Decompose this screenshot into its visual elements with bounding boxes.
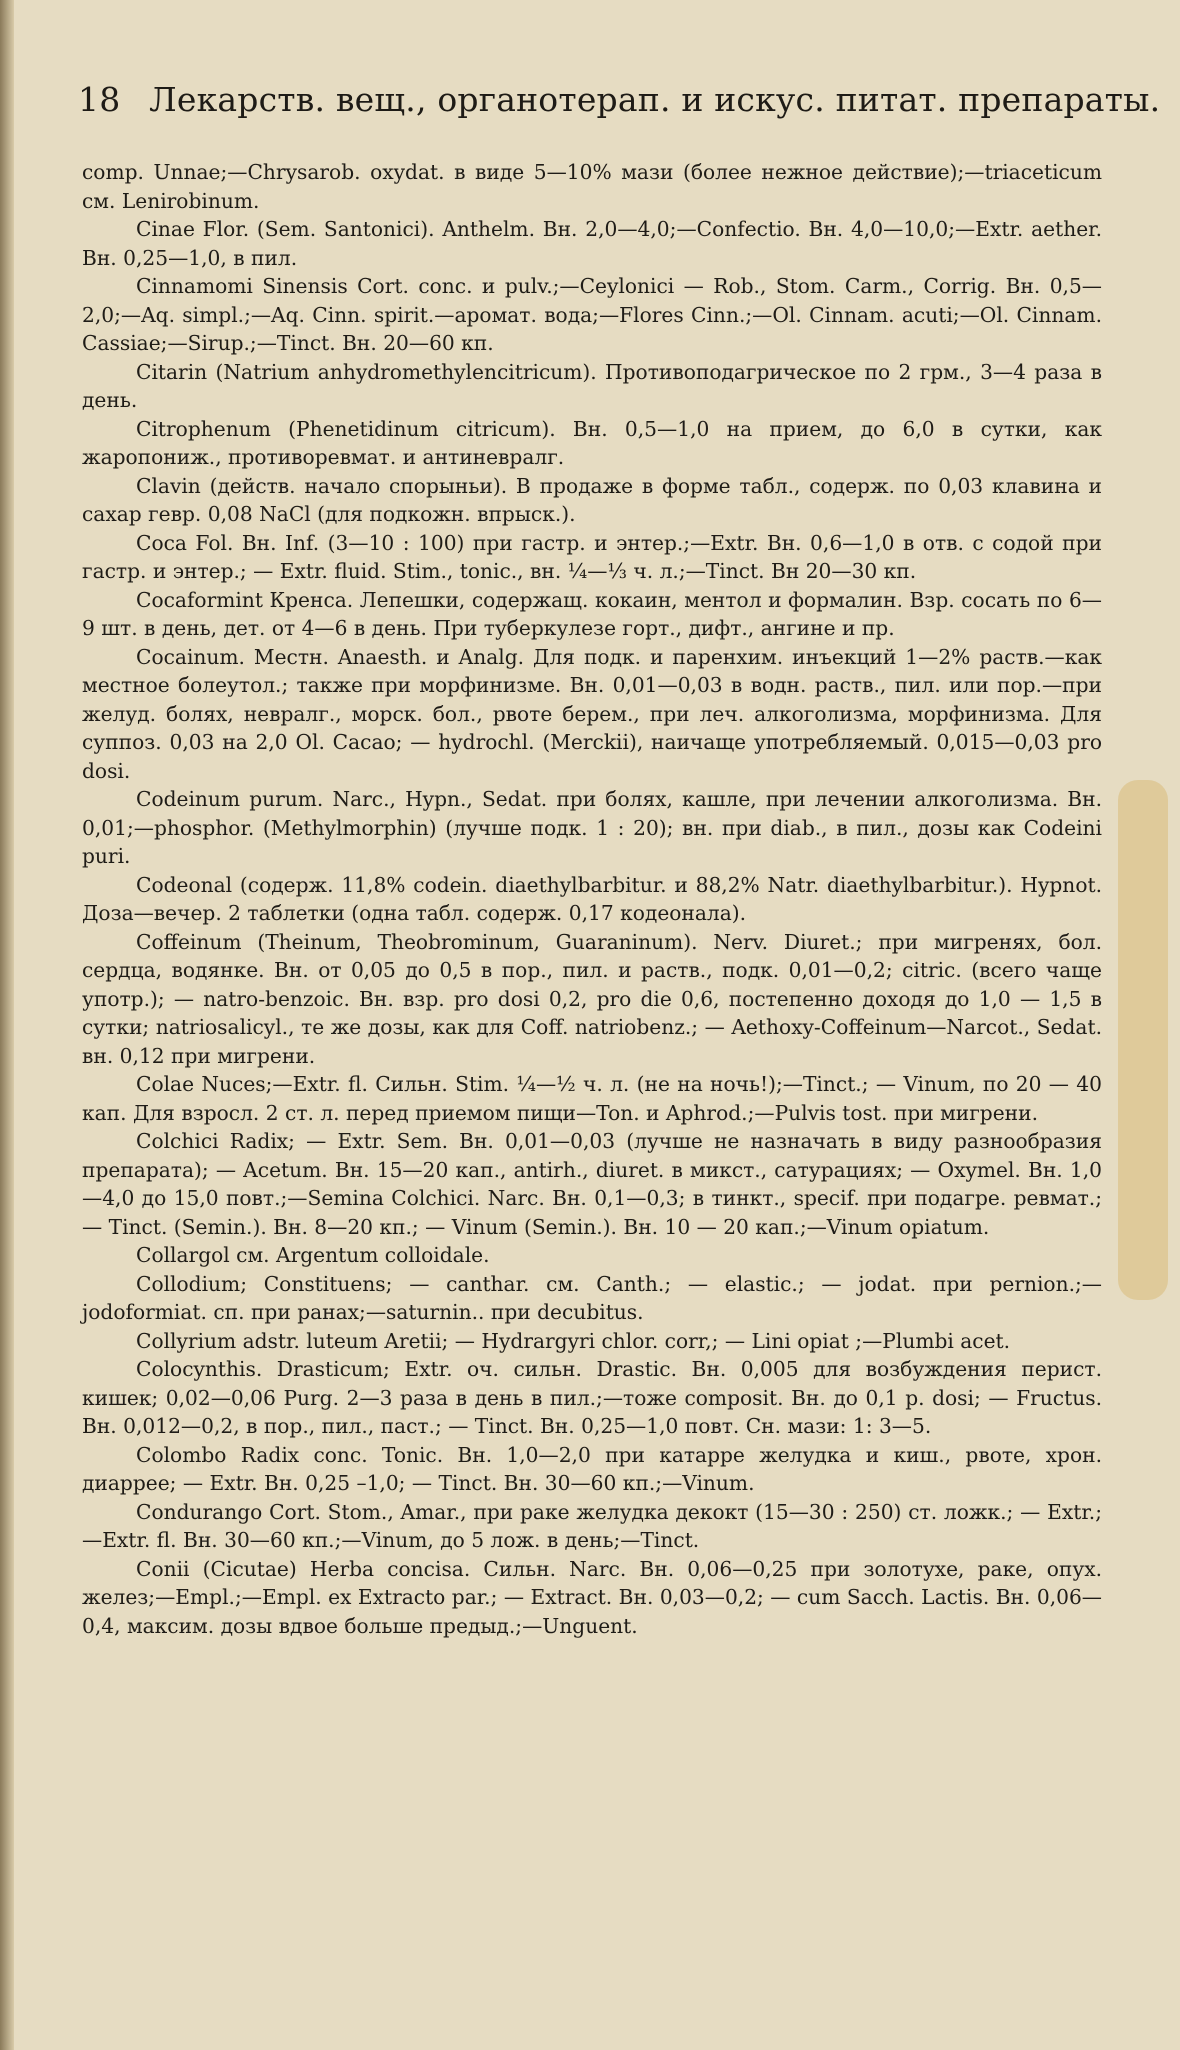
entry-continuation: comp. Unnae;—Chrysarob. oxydat. в виде 5—10% мази (более нежное действие);—triaceticum см. Lenirobinum. xyxy=(82,160,1102,213)
entry-collargol: Collargol см. Argentum colloidale. xyxy=(136,1243,490,1267)
entry-cocaformint: Cocaformint Кренса. Лепешки, содержащ. кокаин, ментол и формалин. Взр. сосать по 6—9 шт. в день, дет. от 4—6 в день. При туберкулезе горт., дифт., ангине и пр. xyxy=(82,587,1102,640)
page-number: 18 xyxy=(78,80,121,119)
page-spine-shadow xyxy=(0,0,14,2050)
entry-condurango: Condurango Cort. Stom., Amar., при раке желудка декокт (15—30 : 250) ст. ложк.; — Extr.;—Extr. fl. Вн. 30—60 кп.;—Vinum, до 5 лож. в день;—Tinct. xyxy=(82,1499,1102,1552)
entry-collodium: Collodium; Constituens; — canthar. см. Canth.; — elastic.; — jodat. при pernion.;—jodoformiat. сп. при ранах;—saturnin.. при decubitus. xyxy=(82,1271,1102,1324)
entry-colocynthis: Colocynthis. Drasticum; Extr. оч. сильн. Drastic. Вн. 0,005 для возбуждения перист. кишек; 0,02—0,06 Purg. 2—3 раза в день в пил.;—тоже composit. Вн. до 0,1 p. dosi; — Fructus. Вн. 0,012—0,2, в пор., пил., паст.; — Tinct. Вн. 0,25—1,0 повт. Сн. мази: 1: 3—5. xyxy=(82,1357,1102,1438)
entry-citarin: Citarin (Natrium anhydromethylencitricum). Противоподагрическое по 2 грм., 3—4 раза в день. xyxy=(82,359,1102,412)
entry-citrophenum: Citrophenum (Phenetidinum citricum). Вн. 0,5—1,0 на прием, до 6,0 в сутки, как жаропониж., противоревмат. и антиневралг. xyxy=(82,416,1102,469)
entry-codeonal: Codeonal (содерж. 11,8% codein. diaethylbarbitur. и 88,2% Natr. diaethylbarbitur.). Hypnot. Доза—вечер. 2 таблетки (одна табл. содерж. 0,17 кодеонала). xyxy=(82,872,1102,925)
entry-conii: Conii (Cicutae) Herba concisa. Сильн. Narc. Вн. 0,06—0,25 при золотухе, раке, опух. желез;—Empl.;—Empl. ex Extracto par.; — Extract. Вн. 0,03—0,2; — cum Sacch. Lactis. Вн. 0,06—0,4, максим. дозы вдвое больше предыд.;—Unguent. xyxy=(82,1556,1102,1638)
entry-collyrium: Collyrium adstr. luteum Aretii; — Hydrargyri chlor. corr,; — Lini opiat ;—Plumbi acet. xyxy=(136,1328,1011,1353)
page-header xyxy=(78,80,1161,119)
entry-cinnamomi: Cinnamomi Sinensis Cort. conc. и pulv.;—Ceylonici — Rob., Stom. Carm., Corrig. Вн. 0,5—2,0;—Aq. simpl.;—Aq. Cinn. spirit.—аромат. вода;—Flores Cinn.;—Ol. Cinnam. acuti;—Ol. Cinnam. Cassiae;—Sirup.;—Tinct. Вн. 20—60 кп. xyxy=(82,274,1102,355)
page-body xyxy=(82,158,1102,1640)
entry-cocainum: Cocainum. Местн. Anaesth. и Analg. Для подк. и паренхим. инъекций 1—2% раств.—как местное болеутол.; также при морфинизме. Вн. 0,01—0,03 в водн. раств., пил. или пор.—при желуд. болях, невралг., морск. бол., рвоте берем., при леч. алкоголизма, морфинизма. Для суппоз. 0,03 на 2,0 Ol. Cacao; — hydrochl. (Merckii), наичаще употребляемый. 0,015—0,03 pro dosi. xyxy=(82,644,1102,783)
paper-stain xyxy=(1118,780,1168,1300)
entry-coca: Coca Fol. Вн. Inf. (3—10 : 100) при гастр. и энтер.;—Extr. Вн. 0,6—1,0 в отв. с содой при гастр. и энтер.; — Extr. fluid. Stim., tonic., вн. ¼—⅓ ч. л.;—Tinct. Вн 20—30 кп. xyxy=(82,530,1102,583)
entry-codeinum: Codeinum purum. Narc., Hypn., Sedat. при болях, кашле, при лечении алкоголизма. Вн. 0,01;—phosphor. (Methylmorphin) (лучше подк. 1 : 20); вн. при diab., в пил., дозы как Codeini puri. xyxy=(82,787,1102,868)
entry-colae: Colae Nuces;—Extr. fl. Сильн. Stim. ¼—½ ч. л. (не на ночь!);—Tinct.; — Vinum, по 20 — 40 кап. Для взросл. 2 ст. л. перед приемом пищи—Ton. и Aphrod.;—Pulvis tost. при мигрени. xyxy=(82,1072,1102,1125)
entry-coffeinum: Coffeinum (Theinum, Theobrominum, Guaraninum). Nerv. Diuret.; при мигренях, бол. сердца, водянке. Вн. от 0,05 до 0,5 в пор., пил. и раств., подк. 0,01—0,2; citric. (всего чаще употр.); — natro-benzoic. Вн. взр. pro dosi 0,2, pro die 0,6, постепенно доходя до 1,0 — 1,5 в сутки; natriosalicyl., те же дозы, как для Coff. natriobenz.; — Aethoxy-Coffeinum—Narcot., Sedat. вн. 0,12 при мигрени. xyxy=(82,929,1102,1068)
entry-cinae: Cinae Flor. (Sem. Santonici). Anthelm. Вн. 2,0—4,0;—Confectio. Вн. 4,0—10,0;—Extr. aether. Вн. 0,25—1,0, в пил. xyxy=(82,217,1102,270)
entry-colombo: Colombo Radix conc. Tonic. Вн. 1,0—2,0 при катарре желудка и киш., рвоте, хрон. диаррее; — Extr. Вн. 0,25 –1,0; — Tinct. Вн. 30—60 кп.;—Vinum. xyxy=(82,1442,1102,1495)
entry-clavin: Clavin (действ. начало спорыньи). В продаже в форме табл., содерж. по 0,03 клавина и сахар гевр. 0,08 NaCl (для подкожн. впрыск.). xyxy=(82,473,1102,526)
running-title: Лекарств. вещ., органотерап. и искус. питат. препараты. xyxy=(149,80,1161,119)
entry-colchici: Colchici Radix; — Extr. Sem. Вн. 0,01—0,03 (лучше не назначать в виду разнообразия препарата); — Acetum. Вн. 15—20 кап., antirh., diuret. в микст., сатурациях; — Oxymel. Вн. 1,0—4,0 до 15,0 повт.;—Semina Colchici. Narc. Вн. 0,1—0,3; в тинкт., specif. при подагре. ревмат.; — Tinct. (Semin.). Вн. 8—20 кп.; — Vinum (Semin.). Вн. 10 — 20 кап.;—Vinum opiatum. xyxy=(82,1129,1102,1239)
